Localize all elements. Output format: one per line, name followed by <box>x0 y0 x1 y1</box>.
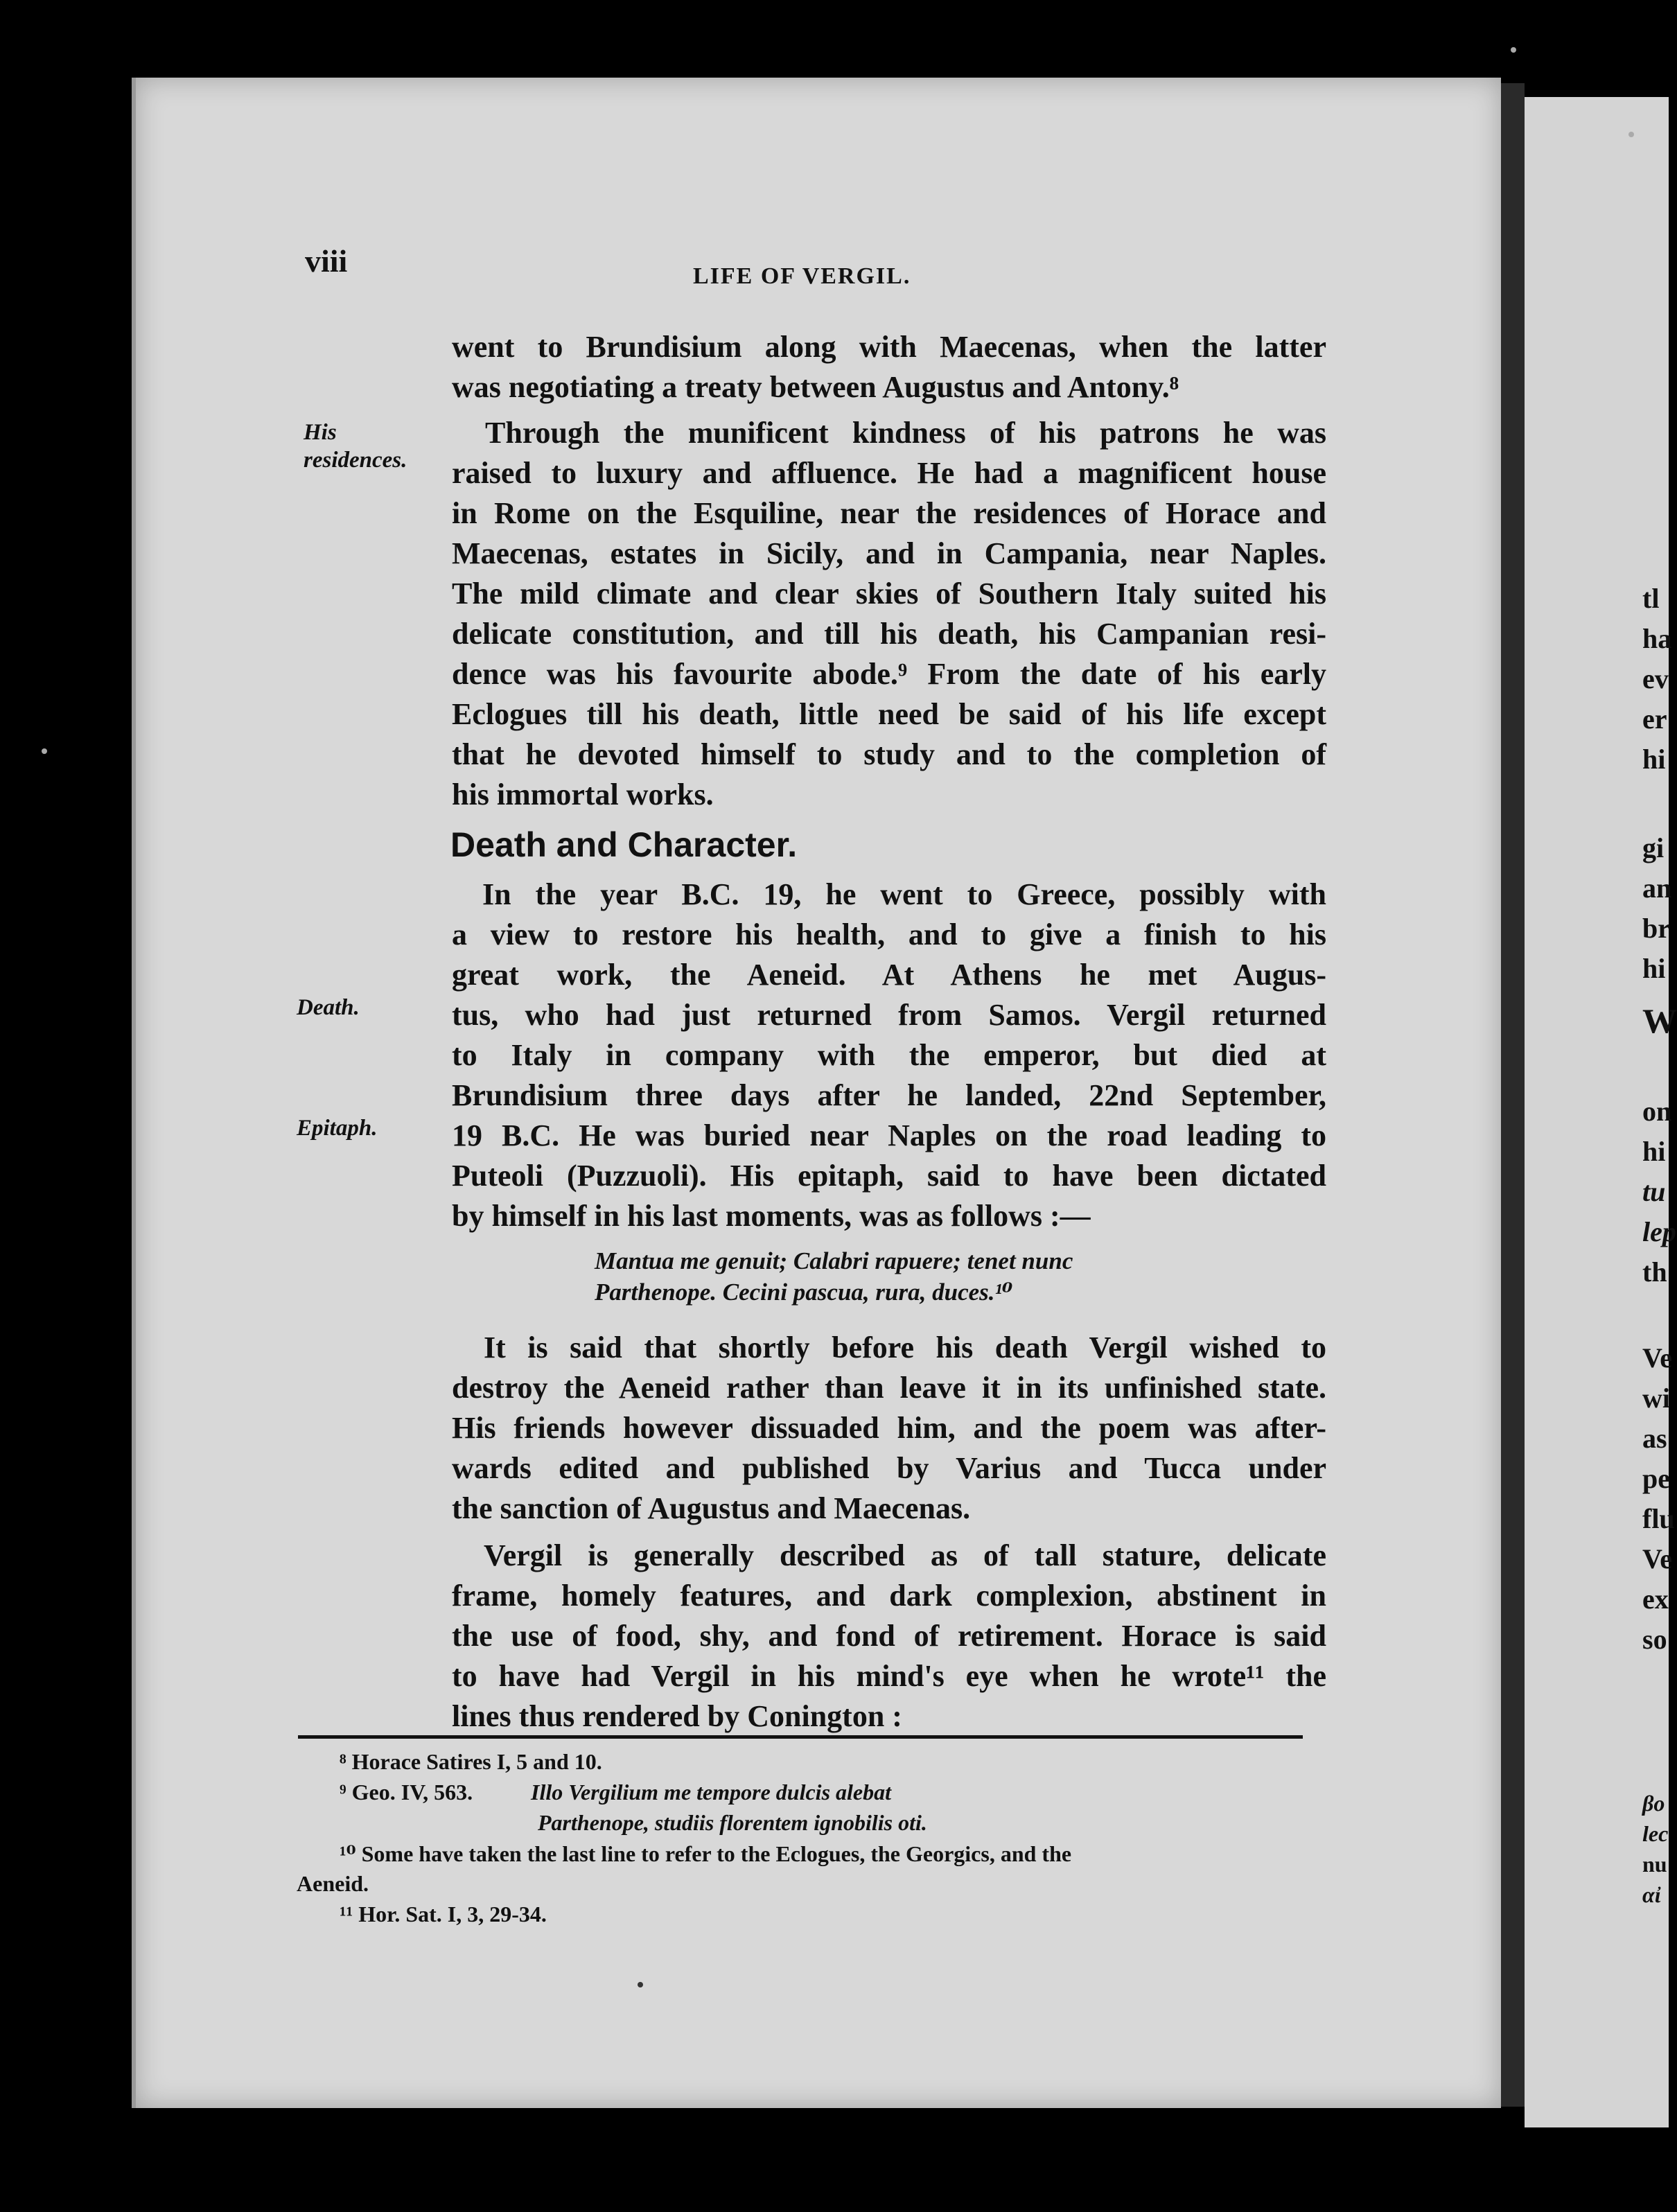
body-line: Eclogues till his death, little need be said of his life except <box>452 697 1326 731</box>
facing-page-text: ha <box>1642 623 1672 654</box>
facing-page-text: pe <box>1642 1463 1670 1494</box>
facing-page-text: nu <box>1642 1852 1667 1877</box>
facing-page-text: flu <box>1642 1503 1675 1534</box>
footnote-rule <box>298 1735 1303 1739</box>
body-line: great work, the Aeneid. At Athens he met Augus- <box>452 958 1326 992</box>
body-line: Brundisium three days after he landed, 22nd September, <box>452 1078 1326 1112</box>
facing-page-text: βο <box>1642 1791 1665 1816</box>
facing-page-text: br <box>1642 913 1670 944</box>
facing-page-text: tu <box>1642 1176 1666 1207</box>
facing-page-text: hi <box>1642 953 1666 984</box>
facing-page-text: lep <box>1642 1216 1676 1247</box>
facing-page-text: gi <box>1642 832 1665 863</box>
body-line: in Rome on the Esquiline, near the residences of Horace and <box>452 496 1326 530</box>
body-line: to Italy in company with the emperor, but died at <box>452 1038 1326 1072</box>
section-heading: Death and Character. <box>450 825 798 864</box>
body-line: Through the munificent kindness of his patrons he was <box>485 416 1326 450</box>
footnote-9-ref: ⁹ Geo. IV, 563. <box>340 1780 473 1805</box>
margin-note-residences: residences. <box>304 448 407 473</box>
body-line: frame, homely features, and dark complexion, abstinent in <box>452 1579 1326 1613</box>
facing-page-text: so <box>1642 1624 1667 1655</box>
footnote-8: ⁸ Horace Satires I, 5 and 10. <box>340 1749 602 1774</box>
body-line: his immortal works. <box>452 778 714 811</box>
body-line: destroy the Aeneid rather than leave it in its unfinished state. <box>452 1371 1326 1405</box>
body-line: the use of food, shy, and fond of retirement. Horace is said <box>452 1619 1326 1653</box>
body-line: His friends however dissuaded him, and the poem was after- <box>452 1411 1326 1445</box>
facing-page-text: hi <box>1642 1136 1666 1167</box>
body-line: 19 B.C. He was buried near Naples on the road leading to <box>452 1118 1326 1152</box>
facing-page-text: wi <box>1642 1382 1670 1414</box>
facing-page-text: Ve <box>1642 1543 1672 1574</box>
scan-speck <box>638 1982 643 1987</box>
facing-page-text: hi <box>1642 744 1666 775</box>
body-line: was negotiating a treaty between Augustus and Antony.⁸ <box>452 370 1179 404</box>
body-line: that he devoted himself to study and to the completion of <box>452 737 1326 771</box>
facing-page-text: ex <box>1642 1583 1669 1615</box>
footnote-11: ¹¹ Hor. Sat. I, 3, 29-34. <box>340 1902 547 1926</box>
facing-page-text: W <box>1642 1001 1677 1040</box>
epitaph-verse-line: Parthenope. Cecini pascua, rura, duces.¹⁰ <box>595 1279 1013 1306</box>
body-line: to have had Vergil in his mind's eye when he wrote¹¹ the <box>452 1659 1326 1693</box>
body-line: dence was his favourite abode.⁹ From the date of his early <box>452 657 1326 691</box>
facing-page-text: lec <box>1642 1821 1669 1846</box>
body-line: In the year B.C. 19, he went to Greece, possibly with <box>482 877 1326 911</box>
scan-speck <box>1511 47 1516 53</box>
body-line: a view to restore his health, and to give a finish to his <box>452 918 1326 951</box>
facing-page-text: as <box>1642 1423 1667 1454</box>
facing-page-text: ev <box>1642 663 1669 694</box>
margin-note-his: His <box>304 420 337 445</box>
scan-speck <box>1628 132 1634 137</box>
body-line: the sanction of Augustus and Maecenas. <box>452 1491 971 1525</box>
facing-page-text: er <box>1642 703 1667 735</box>
body-line: wards edited and published by Varius and Tucca under <box>452 1451 1326 1485</box>
book-gutter <box>1501 83 1525 2107</box>
running-title: LIFE OF VERGIL. <box>693 263 911 289</box>
body-line: tus, who had just returned from Samos. Vergil returned <box>452 998 1326 1032</box>
margin-note-death: Death. <box>297 995 360 1020</box>
facing-page-text: Ve <box>1642 1342 1672 1373</box>
epitaph-verse-line: Mantua me genuit; Calabri rapuere; tenet nunc <box>595 1247 1073 1274</box>
margin-note-epitaph: Epitaph. <box>297 1116 378 1141</box>
footnote-10-cont: Aeneid. <box>297 1871 369 1896</box>
body-line: Vergil is generally described as of tall stature, delicate <box>484 1538 1326 1572</box>
body-line: It is said that shortly before his death Vergil wished to <box>484 1331 1326 1364</box>
facing-page-text: tl <box>1642 583 1660 614</box>
body-line: Maecenas, estates in Sicily, and in Campania, near Naples. <box>452 536 1326 570</box>
facing-page-text: th <box>1642 1256 1667 1288</box>
body-line: lines thus rendered by Conington : <box>452 1699 902 1733</box>
page-number: viii <box>305 243 348 279</box>
footnote-10: ¹⁰ Some have taken the last line to refer to the Eclogues, the Georgics, and the <box>340 1841 1072 1866</box>
facing-page-text: an <box>1642 872 1672 904</box>
body-line: went to Brundisium along with Maecenas, when the latter <box>452 330 1326 364</box>
body-line: The mild climate and clear skies of Southern Italy suited his <box>452 577 1326 611</box>
body-line: Puteoli (Puzzuoli). His epitaph, said to have been dictated <box>452 1159 1326 1193</box>
body-line: delicate constitution, and till his death, his Campanian resi- <box>452 617 1326 651</box>
body-line: by himself in his last moments, was as follows :— <box>452 1199 1091 1233</box>
scan-speck <box>42 748 47 754</box>
facing-page-text: on <box>1642 1096 1672 1127</box>
footnote-9-quote: Parthenope, studiis florentem ignobilis oti. <box>538 1810 927 1835</box>
body-line: raised to luxury and affluence. He had a magnificent house <box>452 456 1326 490</box>
footnote-9-quote: Illo Vergilium me tempore dulcis alebat <box>531 1780 891 1805</box>
facing-page-text: αἰ <box>1642 1882 1661 1907</box>
